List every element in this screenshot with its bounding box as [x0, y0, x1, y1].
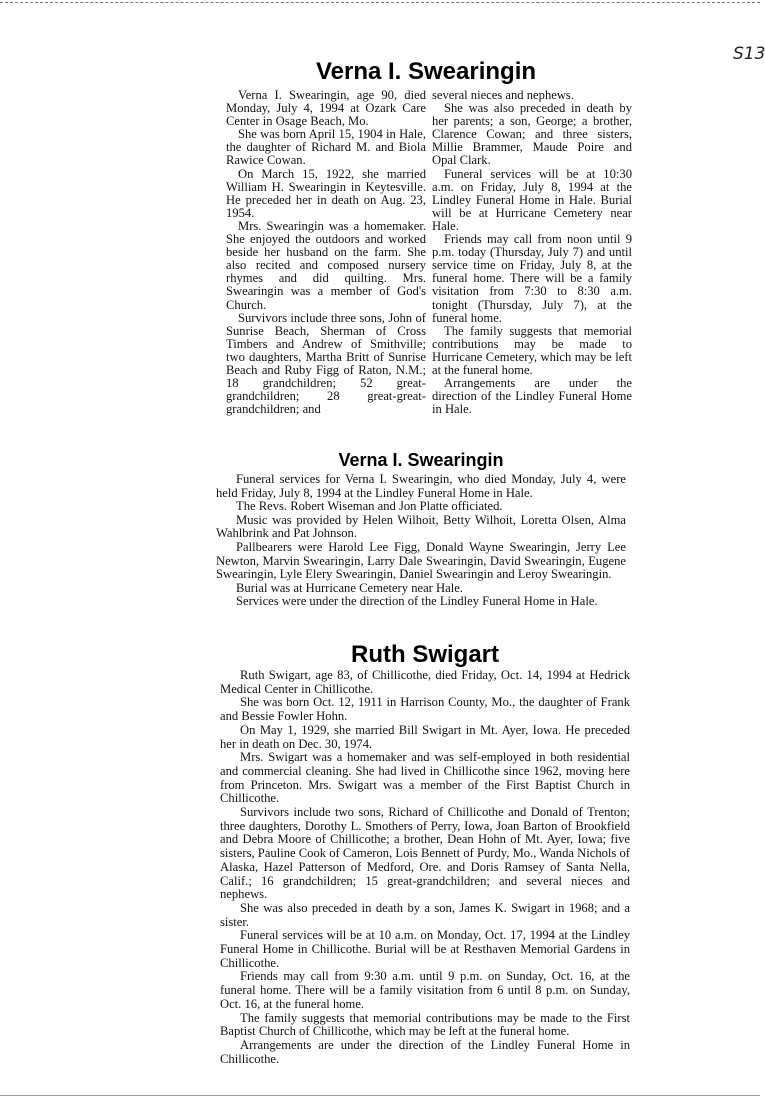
paragraph: She was also preceded in death by a son, James K. Swigart in 1968; and a sister.	[220, 900, 630, 929]
paragraph: Survivors include three sons, John of Sunrise Beach, Sherman of Cross Timbers and Andrew of Smithville; two daughters, Martha Britt of Sunrise Beach and Ruby Figg of Raton, N.M.; 18 grandchildren; 52 great-grandchildren; 28 great-great-grandchildren; and	[226, 310, 426, 417]
bottom-border-line	[0, 1095, 760, 1096]
paragraph: The family suggests that memorial contributions may be made to Hurricane Cemetery, which may be left at the funeral home.	[432, 323, 632, 377]
obituary-3-title: Ruth Swigart	[351, 641, 499, 668]
obituary-1-right-column	[432, 89, 632, 416]
paragraph: Music was provided by Helen Wilhoit, Betty Wilhoit, Loretta Olsen, Alma Wahlbrink and Pat Johnson.	[216, 512, 626, 541]
paragraph: Funeral services will be at 10:30 a.m. on Friday, July 8, 1994 at the Lindley Funeral Home in Hale. Burial will be at Hurricane Cemetery near Hale.	[432, 166, 632, 233]
paragraph: Mrs. Swearingin was a homemaker. She enjoyed the outdoors and worked beside her husband on the farm. She also recited and composed nursery rhymes and did quilting. Mrs. Swearingin was a member of God's Church.	[226, 218, 426, 312]
page-number: S13	[733, 44, 765, 64]
paragraph: Funeral services will be at 10 a.m. on Monday, Oct. 17, 1994 at the Lindley Funeral Home in Chillicothe. Burial will be at Resthaven Memorial Gardens in Chillicothe.	[220, 928, 630, 970]
paragraph: Friends may call from 9:30 a.m. until 9 p.m. on Sunday, Oct. 16, at the funeral home. There will be a family visitation from 6 until 8 p.m. on Sunday, Oct. 16, at the funeral home.	[220, 969, 630, 1011]
paragraph: Funeral services for Verna I. Swearingin, who died Monday, July 4, were held Friday, July 8, 1994 at the Lindley Funeral Home in Hale.	[216, 472, 626, 500]
obituary-2-body	[216, 473, 626, 609]
paragraph: The Revs. Robert Wiseman and Jon Platte officiated.	[236, 499, 503, 514]
paragraph: Arrangements are under the direction of the Lindley Funeral Home in Hale.	[432, 376, 632, 417]
obituary-1-left-column	[226, 89, 426, 416]
paragraph: Mrs. Swigart was a homemaker and was self-employed in both residential and commercial cleaning. She had lived in Chillicothe since 1962, moving here from Princeton. Mrs. Swigart was a member of the First Baptist Church in Chillicothe.	[220, 750, 630, 806]
paragraph: Friends may call from noon until 9 p.m. today (Thursday, July 7) and until service time on Friday, July 8, at the funeral home. There will be a family visitation from 7:30 to 8:30 a.m. tonight (Thursday, July 7), at the funeral home.	[432, 232, 632, 325]
paragraph: Survivors include two sons, Richard of Chillicothe and Donald of Trenton; three daughters, Dorothy L. Smothers of Perry, Iowa, Joan Barton of Brookfield and Debra Moore of Chillicothe; a brother, Dean Hohn of Mt. Ayer, Iowa; five sisters, Pauline Cook of Cameron, Lois Bennett of Purdy, Mo., Wanda Nichols of Alaska, Hazel Patterson of Medford, Ore. and Doris Ramsey of Santa Nella, Calif.; 16 grandchildren; 15 great-grandchildren; and several nieces and nephews.	[220, 805, 630, 902]
paragraph: Arrangements are under the direction of the Lindley Funeral Home in Chillicothe.	[220, 1037, 630, 1066]
paragraph: several nieces and nephews.	[432, 88, 574, 102]
paragraph: Verna I. Swearingin, age 90, died Monday, July 4, 1994 at Ozark Care Center in Osage Beach, Mo.	[226, 88, 426, 129]
paragraph: She was also preceded in death by her parents; a son, George; a brother, Clarence Cowan; and three sisters, Millie Brammer, Maude Poire and Opal Clark.	[432, 101, 632, 168]
paragraph: Burial was at Hurricane Cemetery near Hale.	[236, 580, 463, 595]
paragraph: She was born April 15, 1904 in Hale, the daughter of Richard M. and Biola Rawice Cowan.	[226, 127, 426, 168]
obituary-1-title: Verna I. Swearingin	[315, 58, 537, 85]
top-border-line	[0, 2, 760, 3]
paragraph: Ruth Swigart, age 83, of Chillicothe, died Friday, Oct. 14, 1994 at Hedrick Medical Center in Chillicothe.	[220, 668, 630, 696]
paragraph: On May 1, 1929, she married Bill Swigart in Mt. Ayer, Iowa. He preceded her in death on Dec. 30, 1974.	[220, 722, 630, 751]
obituary-2-title: Verna I. Swearingin	[338, 450, 504, 470]
paragraph: She was born Oct. 12, 1911 in Harrison County, Mo., the daughter of Frank and Bessie Fowler Hohn.	[220, 695, 630, 724]
paragraph: Pallbearers were Harold Lee Figg, Donald Wayne Swearingin, Jerry Lee Newton, Marvin Swearingin, Larry Dale Swearingin, David Swearingin, Eugene Swearingin, Lyle Elery Swearingin, Daniel Swearingin and Leroy Swearingin.	[216, 539, 626, 582]
paragraph: Services were under the direction of the Lindley Funeral Home in Hale.	[236, 594, 598, 609]
obituary-3-body	[220, 669, 630, 1066]
paragraph: On March 15, 1922, she married William H. Swearingin in Keytesville. He preceded her in death on Aug. 23, 1954.	[226, 166, 426, 220]
paragraph: The family suggests that memorial contributions may be made to the First Baptist Church of Chillicothe, which may be left at the funeral home.	[220, 1010, 630, 1039]
